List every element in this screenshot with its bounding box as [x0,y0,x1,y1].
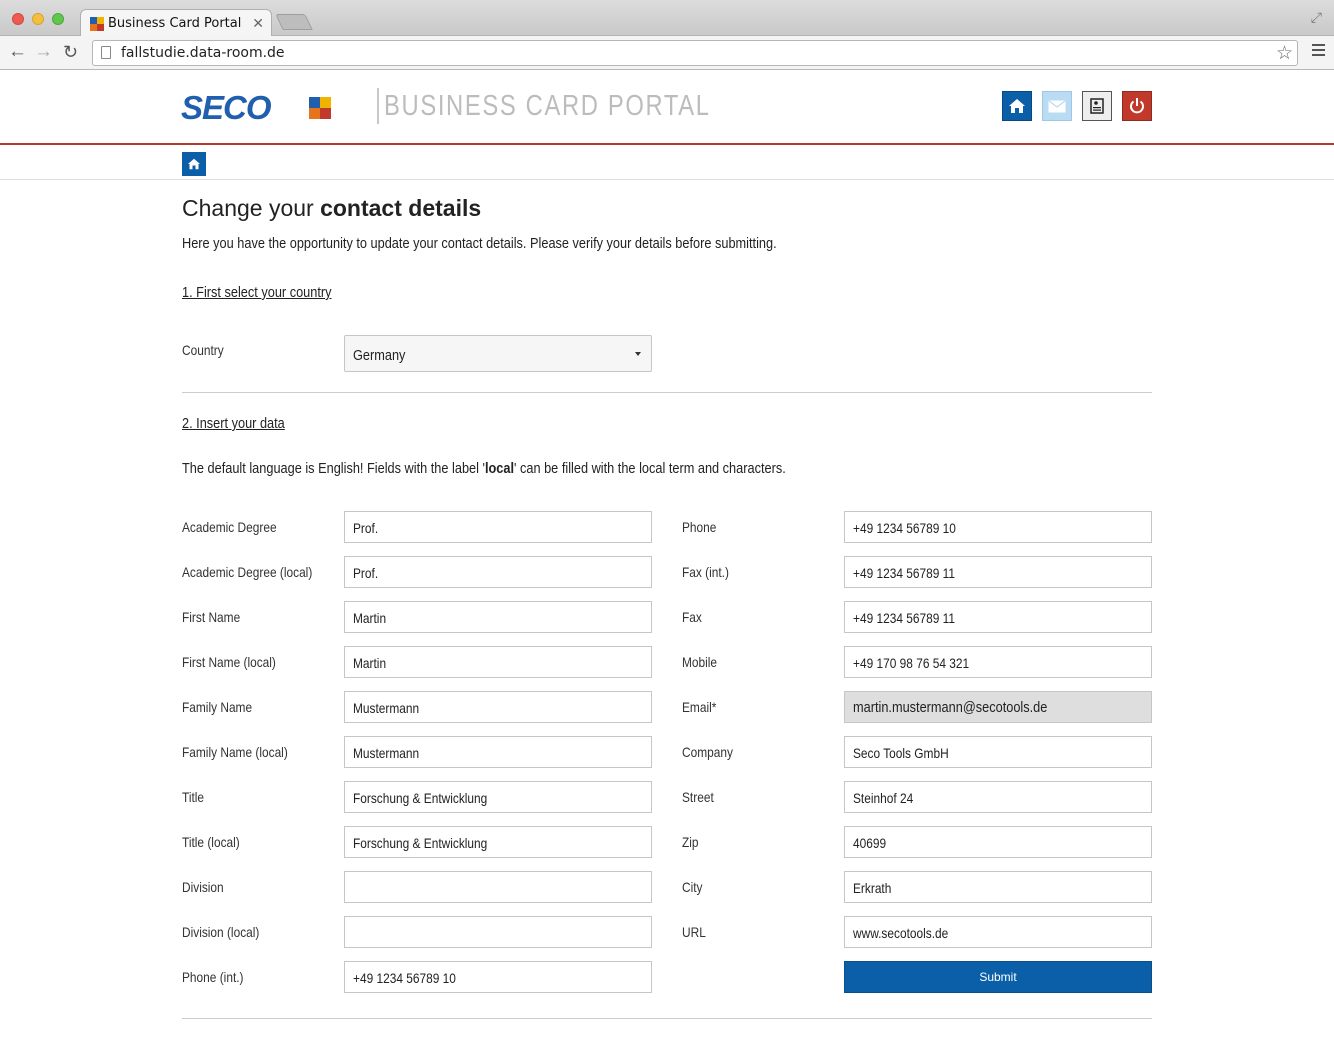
mobile-label: Mobile [682,654,718,670]
fax-field[interactable]: +49 1234 56789 11 [844,601,1152,633]
breadcrumb-home-button[interactable] [182,152,206,176]
company-field[interactable]: Seco Tools GmbH [844,736,1152,768]
title-local-field[interactable]: Forschung & Entwicklung [344,826,652,858]
company-label: Company [682,744,733,760]
zip-field[interactable]: 40699 [844,826,1152,858]
bookmark-star-icon[interactable]: ☆ [1275,43,1293,64]
division-field[interactable] [344,871,652,903]
section-data-heading: 2. Insert your data [182,415,285,432]
mobile-field[interactable]: +49 170 98 76 54 321 [844,646,1152,678]
submit-button[interactable]: Submit [844,961,1152,993]
family-name-local-label: Family Name (local) [182,744,288,760]
logo-squares-icon [309,97,331,119]
language-note: The default language is English! Fields with the label 'local' can be filled with the local term and characters. [182,460,786,477]
mail-button[interactable] [1042,91,1072,121]
street-field[interactable]: Steinhof 24 [844,781,1152,813]
family-name-label: Family Name [182,699,253,715]
phone-int-label: Phone (int.) [182,969,244,985]
fax-int-field[interactable]: +49 1234 56789 11 [844,556,1152,588]
home-icon [187,158,201,170]
page-title: Change your contact details [182,195,482,221]
tab-title: Business Card Portal [108,16,242,31]
breadcrumb [0,147,1334,180]
browser-tab[interactable] [80,9,272,37]
first-name-local-field[interactable]: Martin [344,646,652,678]
url-text[interactable]: fallstudie.data-room.de [121,45,285,61]
division-local-field[interactable] [344,916,652,948]
email-label: Email* [682,699,717,715]
academic-degree-field[interactable]: Prof. [344,511,652,543]
business-card-button[interactable] [1082,91,1112,121]
academic-degree-local-label: Academic Degree (local) [182,564,313,580]
divider [182,1018,1152,1019]
tab-close-icon[interactable]: ✕ [252,15,264,31]
first-name-field[interactable]: Martin [344,601,652,633]
first-name-label: First Name [182,609,241,625]
academic-degree-local-field[interactable]: Prof. [344,556,652,588]
url-field[interactable]: www.secotools.de [844,916,1152,948]
header-divider [377,88,379,124]
browser-toolbar [0,36,1334,70]
home-icon [1008,98,1026,114]
first-name-local-label: First Name (local) [182,654,276,670]
site-header [0,71,1334,145]
back-icon[interactable]: ← [8,41,27,62]
phone-int-field[interactable]: +49 1234 56789 10 [344,961,652,993]
academic-degree-label: Academic Degree [182,519,277,535]
url-label: URL [682,924,706,940]
fullscreen-icon[interactable]: ⤢ [1310,9,1322,25]
country-select[interactable]: Germany [344,335,652,372]
minimize-window-button[interactable] [32,13,44,25]
chevron-down-icon [635,352,641,356]
family-name-field[interactable]: Mustermann [344,691,652,723]
mail-icon [1048,100,1066,113]
intro-text: Here you have the opportunity to update your contact details. Please verify your details before submitting. [182,235,777,252]
email-field[interactable]: martin.mustermann@secotools.de [844,691,1152,723]
division-local-label: Division (local) [182,924,260,940]
phone-field[interactable]: +49 1234 56789 10 [844,511,1152,543]
zip-label: Zip [682,834,699,850]
fax-int-label: Fax (int.) [682,564,729,580]
country-label: Country [182,342,224,358]
family-name-local-field[interactable]: Mustermann [344,736,652,768]
business-card-icon [1090,98,1104,114]
phone-label: Phone [682,519,717,535]
browser-menu-icon[interactable] [1312,44,1325,59]
power-icon [1128,97,1146,115]
section-country-heading: 1. First select your country [182,284,332,301]
city-label: City [682,879,703,895]
zoom-window-button[interactable] [52,13,64,25]
new-tab-button[interactable] [275,14,312,30]
fax-label: Fax [682,609,702,625]
reload-icon[interactable]: ↻ [63,42,79,62]
forward-icon[interactable]: → [34,41,53,62]
divider [182,392,1152,393]
seco-logo[interactable]: SECO [181,93,271,123]
logout-button[interactable] [1122,91,1152,121]
address-bar[interactable] [92,40,1298,66]
browser-titlebar [0,0,1334,36]
page-icon [101,46,111,59]
close-window-button[interactable] [12,13,24,25]
title-local-label: Title (local) [182,834,240,850]
portal-title: BUSINESS CARD PORTAL [384,90,711,122]
page [0,71,1334,1042]
division-label: Division [182,879,224,895]
favicon-icon [90,17,104,31]
city-field[interactable]: Erkrath [844,871,1152,903]
home-button[interactable] [1002,91,1032,121]
title-label: Title [182,789,205,805]
main-content [182,195,1152,986]
title-field[interactable]: Forschung & Entwicklung [344,781,652,813]
street-label: Street [682,789,714,805]
